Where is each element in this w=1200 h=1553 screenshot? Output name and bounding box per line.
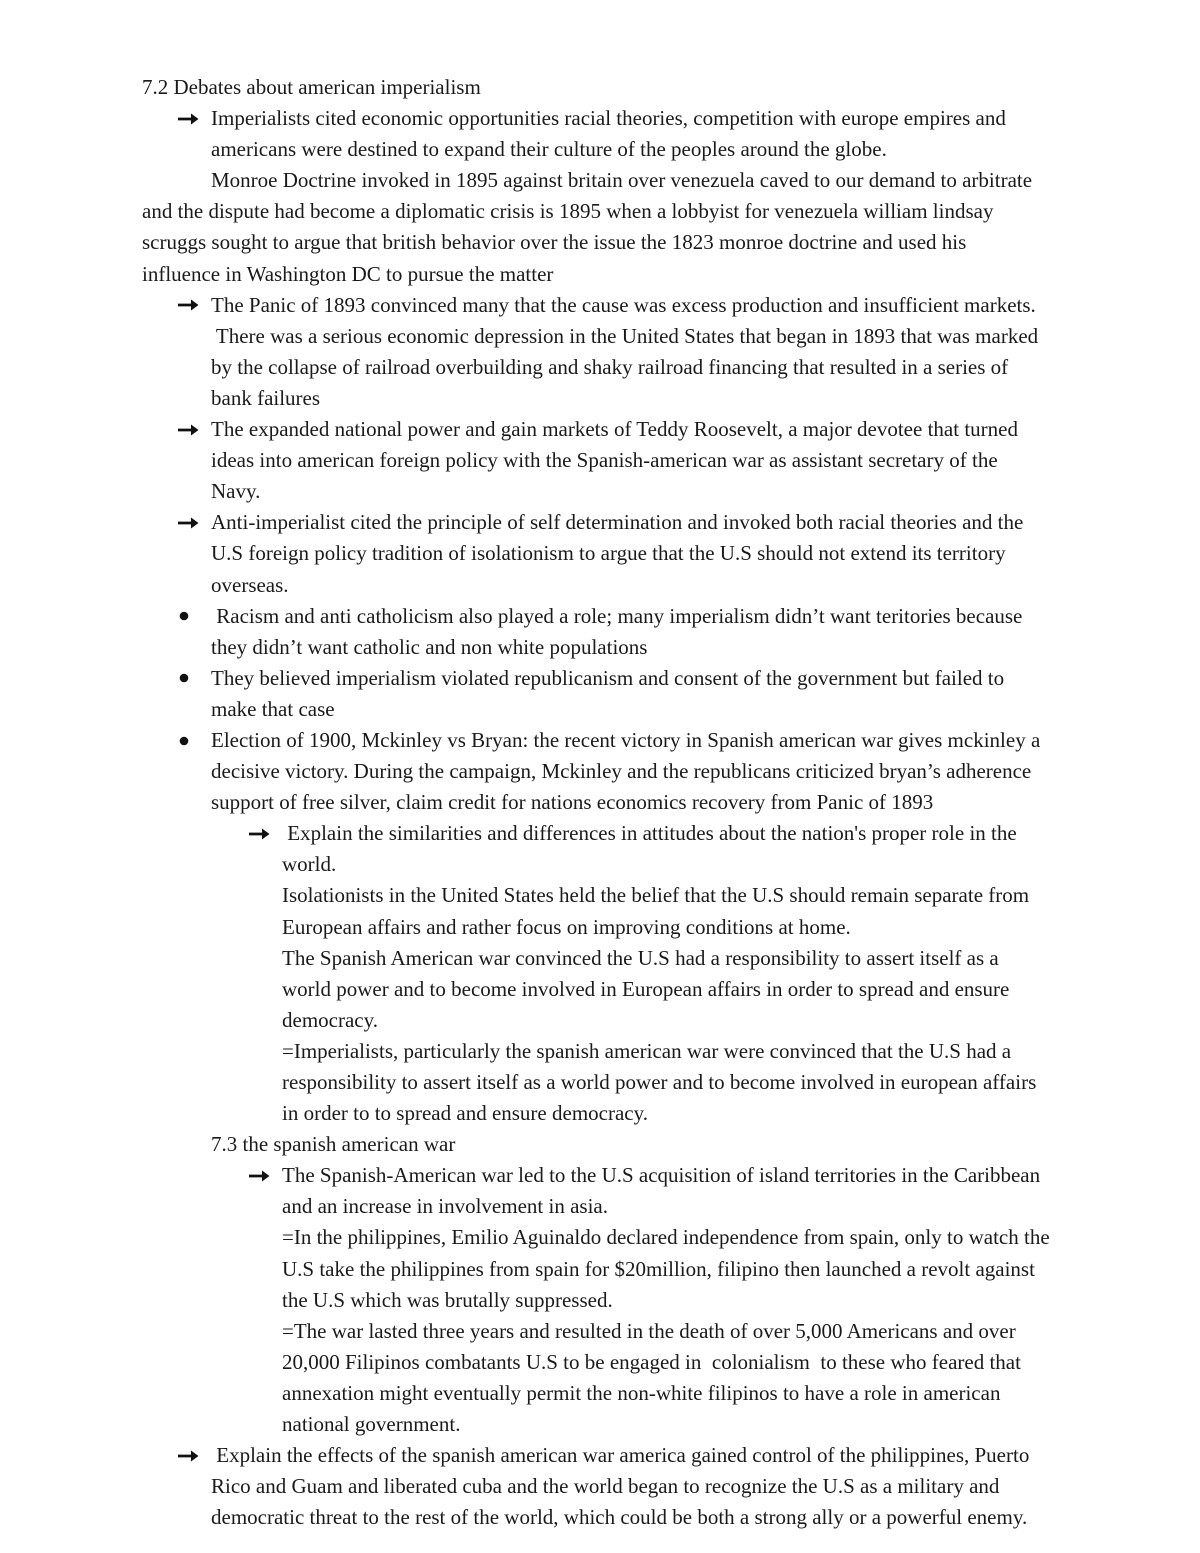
text-line bbox=[0, 476, 1200, 507]
arrow-icon bbox=[247, 1160, 277, 1191]
line-text: 7.2 Debates about american imperialism bbox=[142, 75, 481, 99]
line-text: in order to to spread and ensure democracy. bbox=[282, 1101, 648, 1126]
text-line bbox=[0, 1129, 1200, 1160]
line-text: Imperialists cited economic opportunities racial theories, competition with europe empires and bbox=[211, 106, 1006, 131]
line-text: U.S foreign policy tradition of isolationism to argue that the U.S should not extend its territory bbox=[211, 541, 1006, 566]
text-line bbox=[0, 756, 1200, 787]
line-text: Election of 1900, Mckinley vs Bryan: the recent victory in Spanish american war gives mckinley a bbox=[211, 727, 1041, 752]
text-line bbox=[0, 134, 1200, 165]
text-line bbox=[0, 974, 1200, 1005]
line-text: Anti-imperialist cited the principle of self determination and invoked both racial theories and the bbox=[211, 510, 1024, 535]
text-line bbox=[0, 445, 1200, 476]
line-text: and the dispute had become a diplomatic crisis is 1895 when a lobbyist for venezuela william lindsay bbox=[142, 199, 994, 224]
line-text: democracy. bbox=[282, 1007, 378, 1032]
text-line bbox=[0, 1005, 1200, 1036]
document-page bbox=[0, 72, 1200, 1533]
line-text: =The war lasted three years and resulted in the death of over 5,000 Americans and over bbox=[282, 1318, 1016, 1343]
arrow-icon bbox=[176, 1440, 206, 1471]
text-line bbox=[0, 321, 1200, 352]
arrow-list-item bbox=[0, 1160, 1200, 1191]
text-line bbox=[0, 165, 1200, 196]
line-text: democratic threat to the rest of the world, which could be both a strong ally or a powerful enemy. bbox=[211, 1505, 1028, 1530]
line-text: world. bbox=[282, 852, 337, 877]
text-line bbox=[0, 259, 1200, 290]
line-text: overseas. bbox=[211, 572, 289, 597]
text-line bbox=[0, 943, 1200, 974]
text-line bbox=[0, 1222, 1200, 1253]
text-line bbox=[0, 1285, 1200, 1316]
text-line bbox=[0, 1316, 1200, 1347]
line-text: Navy. bbox=[211, 479, 261, 504]
bullet-icon bbox=[176, 725, 206, 756]
arrow-list-item bbox=[0, 103, 1200, 134]
line-text: The Spanish-American war led to the U.S acquisition of island territories in the Caribbean bbox=[282, 1163, 1041, 1188]
line-text: influence in Washington DC to pursue the matter bbox=[142, 261, 554, 286]
bullet-list-item bbox=[0, 663, 1200, 694]
arrow-list-item bbox=[0, 1440, 1200, 1471]
bullet-icon bbox=[176, 663, 206, 694]
line-text: they didn’t want catholic and non white populations bbox=[211, 634, 648, 659]
bullet-list-item bbox=[0, 601, 1200, 632]
text-line bbox=[0, 880, 1200, 911]
text-line bbox=[0, 538, 1200, 569]
line-text: annexation might eventually permit the non-white filipinos to have a role in american bbox=[282, 1380, 1001, 1405]
line-text: americans were destined to expand their culture of the peoples around the globe. bbox=[211, 137, 887, 162]
text-line bbox=[0, 570, 1200, 601]
line-text: responsibility to assert itself as a world power and to become involved in european affairs bbox=[282, 1070, 1037, 1094]
line-text: decisive victory. During the campaign, Mckinley and the republicans criticized bryan’s adherence bbox=[211, 759, 1032, 784]
line-text: 7.3 the spanish american war bbox=[211, 1132, 456, 1157]
line-text: The Panic of 1893 convinced many that the cause was excess production and insufficient markets. bbox=[211, 292, 1036, 317]
line-text: national government. bbox=[282, 1412, 461, 1437]
arrow-list-item bbox=[0, 290, 1200, 321]
text-line bbox=[0, 1098, 1200, 1129]
text-line bbox=[0, 787, 1200, 818]
line-text: =Imperialists, particularly the spanish american war were convinced that the U.S had a bbox=[282, 1038, 1012, 1063]
text-line bbox=[0, 1067, 1200, 1098]
line-text: Racism and anti catholicism also played a role; many imperialism didn’t want teritories because bbox=[211, 603, 1023, 628]
line-text: Rico and Guam and liberated cuba and the world began to recognize the U.S as a military and bbox=[211, 1474, 1000, 1499]
text-line bbox=[0, 1502, 1200, 1533]
text-line bbox=[0, 912, 1200, 943]
arrow-icon bbox=[176, 290, 206, 321]
line-text: 20,000 Filipinos combatants U.S to be engaged in colonialism to these who feared that bbox=[282, 1349, 1021, 1374]
text-line bbox=[0, 1347, 1200, 1378]
line-text: by the collapse of railroad overbuilding and shaky railroad financing that resulted in a series of bbox=[211, 354, 1009, 379]
text-line bbox=[0, 1409, 1200, 1440]
arrow-icon bbox=[176, 414, 206, 445]
text-line bbox=[0, 227, 1200, 258]
text-line bbox=[0, 1036, 1200, 1067]
line-text: ideas into american foreign policy with the Spanish-american war as assistant secretary of the bbox=[211, 448, 998, 473]
line-text: There was a serious economic depression in the United States that began in 1893 that was marked bbox=[211, 323, 1039, 348]
line-text: =In the philippines, Emilio Aguinaldo declared independence from spain, only to watch the bbox=[282, 1225, 1050, 1250]
arrow-list-item bbox=[0, 414, 1200, 445]
line-text: European affairs and rather focus on improving conditions at home. bbox=[282, 914, 851, 939]
arrow-icon bbox=[176, 103, 206, 134]
text-line bbox=[0, 72, 1200, 103]
text-line bbox=[0, 1254, 1200, 1285]
arrow-icon bbox=[176, 507, 206, 538]
text-line bbox=[0, 1191, 1200, 1222]
arrow-icon bbox=[247, 818, 277, 849]
text-line bbox=[0, 1378, 1200, 1409]
line-text: Isolationists in the United States held the belief that the U.S should remain separate from bbox=[282, 883, 1030, 908]
line-text: bank failures bbox=[211, 385, 321, 410]
line-text: The Spanish American war convinced the U.S had a responsibility to assert itself as a bbox=[282, 945, 999, 970]
line-text: make that case bbox=[211, 696, 335, 721]
text-line bbox=[0, 1471, 1200, 1502]
line-text: scruggs sought to argue that british behavior over the issue the 1823 monroe doctrine and used his bbox=[142, 230, 967, 255]
line-text: U.S take the philippines from spain for $20million, filipino then launched a revolt against bbox=[282, 1256, 1035, 1281]
text-line bbox=[0, 694, 1200, 725]
line-text: and an increase in involvement in asia. bbox=[282, 1194, 608, 1219]
line-text: Monroe Doctrine invoked in 1895 against britain over venezuela caved to our demand to arbitrate bbox=[211, 168, 1033, 193]
line-text: Explain the effects of the spanish american war america gained control of the philippines, Puerto bbox=[211, 1443, 1030, 1468]
text-line bbox=[0, 383, 1200, 414]
arrow-list-item bbox=[0, 507, 1200, 538]
line-text: They believed imperialism violated republicanism and consent of the government but failed to bbox=[211, 665, 1005, 690]
arrow-list-item bbox=[0, 818, 1200, 849]
text-line bbox=[0, 196, 1200, 227]
line-text: The expanded national power and gain markets of Teddy Roosevelt, a major devotee that turned bbox=[211, 417, 1018, 442]
text-line bbox=[0, 632, 1200, 663]
text-line bbox=[0, 849, 1200, 880]
line-text: the U.S which was brutally suppressed. bbox=[282, 1287, 613, 1312]
line-text: world power and to become involved in European affairs in order to spread and ensure bbox=[282, 976, 1010, 1001]
bullet-list-item bbox=[0, 725, 1200, 756]
text-line bbox=[0, 352, 1200, 383]
line-text: Explain the similarities and differences in attitudes about the nation's proper role in the bbox=[282, 821, 1017, 846]
line-text: support of free silver, claim credit for nations economics recovery from Panic of 1893 bbox=[211, 790, 934, 815]
bullet-icon bbox=[176, 601, 206, 632]
